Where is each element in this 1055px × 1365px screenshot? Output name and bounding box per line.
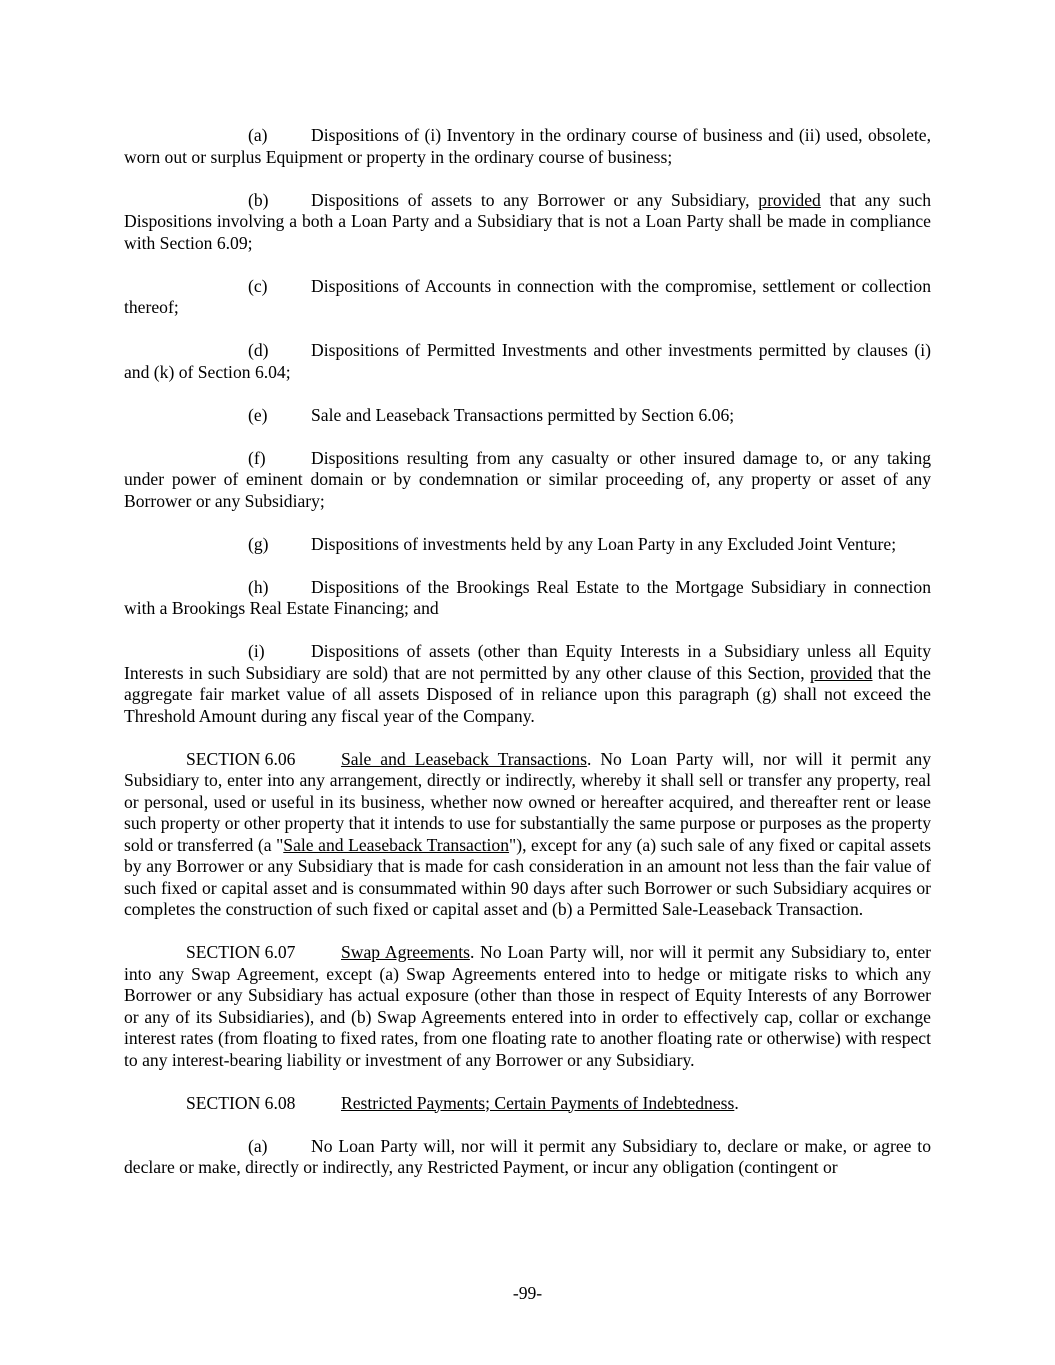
document-page bbox=[124, 125, 931, 1200]
clause-label: (e) bbox=[248, 404, 268, 425]
clause-i bbox=[124, 641, 931, 727]
section-text: . bbox=[734, 1092, 739, 1113]
defined-term: Sale and Leaseback Transaction bbox=[283, 834, 510, 855]
clause-label: (g) bbox=[248, 533, 269, 554]
clause-label: (a) bbox=[248, 1135, 268, 1156]
section-number: SECTION 6.07 bbox=[186, 942, 296, 962]
clause-a bbox=[124, 125, 931, 168]
clause-f bbox=[124, 448, 931, 513]
page-number: -99- bbox=[512, 1283, 543, 1303]
clause-text: Dispositions of (i) Inventory in the ordinary course of business and (ii) used, obsolete, worn out or surplus Equipment or property in the ordinary course of business; bbox=[124, 125, 931, 167]
section-6-07 bbox=[124, 942, 931, 1071]
clause-label: (a) bbox=[248, 125, 268, 145]
section-title: Swap Agreements bbox=[341, 942, 470, 962]
clause-c bbox=[124, 276, 931, 319]
provided-term: provided bbox=[809, 662, 873, 683]
clause-text: Dispositions of assets to any Borrower or any Subsidiary, bbox=[311, 189, 759, 210]
clause-text: No Loan Party will, nor will it permit any Subsidiary to, declare or make, or agree to declare or make, directly or indirectly, any Restricted Payment, or incur any obligation (contingent or bbox=[124, 1135, 931, 1177]
section-text: "), except for any (a) such sale of any fixed or capital assets by any Borrower or any Subsidiary that is made for cash consideration in an amount not less than the fair value of such fixed or capital asset and is consummated within 90 days after such Borrower or such Subsidiary acquires or completes the construction of such fixed or capital asset and (b) a Permitted Sale-Leaseback Transaction. bbox=[124, 834, 931, 919]
section-number: SECTION 6.08 bbox=[186, 1092, 296, 1113]
section-6-08 bbox=[124, 1093, 931, 1115]
clause-g bbox=[124, 534, 931, 556]
clause-label: (f) bbox=[248, 447, 266, 468]
section-text: . No Loan Party will, nor will it permit any Subsidiary to, enter into any arrangement, directly or indirectly, whereby it shall sell or transfer any property, real or personal, used or useful in its business, whether now owned or hereafter acquired, and thereafter rent or lease such property or other property that it intends to use for substantially the same purpose or purposes as the property sold or transferred (a " bbox=[124, 748, 931, 855]
clause-label: (h) bbox=[248, 576, 269, 597]
clause-label: (b) bbox=[248, 189, 269, 210]
clause-text: that any such Dispositions involving a both a Loan Party and a Subsidiary that is not a Loan Party shall be made in compliance with Section 6.09; bbox=[124, 189, 932, 253]
clause-label: (c) bbox=[248, 275, 268, 296]
clause-text: that the aggregate fair market value of all assets Disposed of in reliance upon this paragraph (g) shall not exceed the Threshold Amount during any fiscal year of the Company. bbox=[124, 662, 931, 726]
clause-text: Dispositions resulting from any casualty or other insured damage to, or any taking under power of eminent domain or by condemnation or similar proceeding of, any property or asset of any Borrower or any Subsidiary; bbox=[124, 447, 931, 511]
clause-b bbox=[124, 190, 931, 255]
clause-text: Dispositions of investments held by any Loan Party in any Excluded Joint Venture; bbox=[311, 533, 897, 554]
clause-label: (i) bbox=[248, 641, 265, 661]
section-6-06 bbox=[124, 749, 931, 921]
section-title: Sale and Leaseback Transactions bbox=[341, 748, 587, 769]
clause-text: Dispositions of the Brookings Real Estate to the Mortgage Subsidiary in connection with a Brookings Real Estate Financing; and bbox=[124, 576, 931, 618]
clause-text: Dispositions of assets (other than Equity Interests in a Subsidiary unless all Equity Interests in such Subsidiary are sold) that are not permitted by any other clause of this Section, bbox=[124, 641, 931, 683]
section-text: . No Loan Party will, nor will it permit any Subsidiary to, enter into any Swap Agreement, except (a) Swap Agreements entered into to hedge or mitigate risks to which any Borrower or any Subsidiary has actual exposure (other than those in respect of Equity Interests of any Borrower or any of its Subsidiaries), and (b) Swap Agreements entered into in order to effectively cap, collar or exchange interest rates (from floating to fixed rates, from one floating rate to another floating rate or otherwise) with respect to any interest-bearing liability or investment of any Borrower or any Subsidiary. bbox=[124, 942, 931, 1070]
section-number: SECTION 6.06 bbox=[186, 748, 296, 769]
clause-d bbox=[124, 340, 931, 383]
clause-h bbox=[124, 577, 931, 620]
clause-text: Dispositions of Accounts in connection with the compromise, settlement or collection thereof; bbox=[124, 275, 931, 317]
provided-term: provided bbox=[758, 189, 821, 210]
section-title: Restricted Payments; Certain Payments of Indebtedness bbox=[341, 1092, 735, 1113]
section-6-08-clause-a bbox=[124, 1136, 931, 1179]
clause-text: Sale and Leaseback Transactions permitted by Section 6.06; bbox=[311, 404, 735, 425]
clause-text: Dispositions of Permitted Investments and other investments permitted by clauses (i) and (k) of Section 6.04; bbox=[124, 340, 931, 382]
clause-label: (d) bbox=[248, 340, 269, 360]
clause-e bbox=[124, 405, 931, 427]
